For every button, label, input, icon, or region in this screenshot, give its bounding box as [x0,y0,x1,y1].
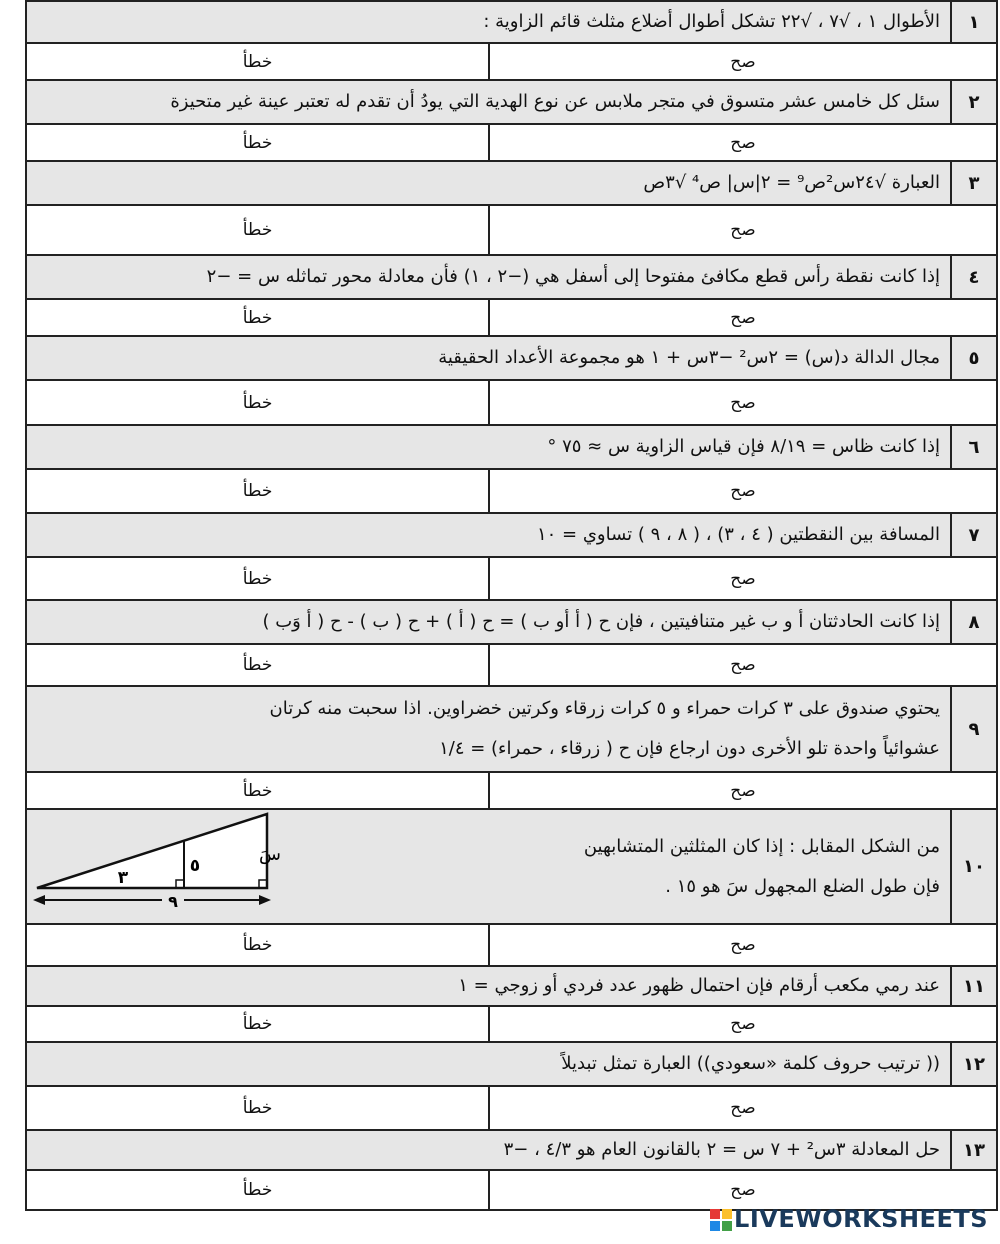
liveworksheets-logo-text: LIVEWORKSHEETS [734,1205,988,1233]
false-option[interactable]: خطأ [242,481,273,501]
false-option[interactable]: خطأ [242,780,273,801]
question-number: ١٢ [950,1043,996,1085]
answer-row-8 [25,645,998,687]
triangle-diagram [27,810,287,922]
question-number: ١ [950,2,996,42]
question-text: حل المعادلة ٣س² + ٧ س = ٢ بالقانون العام هو ٤/٣ ، −٣ [503,1139,940,1160]
question-number: ٥ [950,337,996,379]
question-number: ٦ [950,426,996,468]
question-text-line-2: فإن طول الضلع المجهول سَ هو ١٥ . [665,875,940,897]
worksheet-table [25,0,998,1211]
question-row-1 [25,0,998,44]
question-text [27,687,950,771]
question-text: العبارة √٢٤س²ص⁹ = ٢|س| ص⁴ √٣ص [643,172,940,193]
question-row-2 [25,81,998,125]
false-option[interactable]: خطأ [242,655,273,675]
answer-row-2 [25,125,998,162]
answer-row-4 [25,300,998,337]
answer-row-3 [25,206,998,256]
false-option[interactable]: خطأ [242,392,273,413]
question-row-6 [25,426,998,470]
question-text: المسافة بين النقطتين ( ٤ ، ٣) ، ( ٨ ، ٩ ) تساوي = ١٠ [536,524,940,545]
question-row-8 [25,601,998,645]
true-option[interactable]: صح [488,125,996,160]
false-option[interactable]: خطأ [242,1098,273,1118]
true-option[interactable]: صح [488,381,996,424]
question-number: ١١ [950,967,996,1005]
arrow-head-left [33,895,45,905]
label-9: ٩ [168,892,178,911]
true-option[interactable]: صح [488,1007,996,1041]
question-number: ٩ [950,687,996,771]
answer-row-10 [25,925,998,967]
question-number: ١٣ [950,1131,996,1169]
true-option[interactable]: صح [488,206,996,254]
question-row-12 [25,1043,998,1087]
question-text: سئل كل خامس عشر متسوق في متجر ملابس عن نوع الهدية التي يودُ أن تقدم له تعتبر عينة غير متحيزة [170,91,940,112]
question-text: مجال الدالة د(س) = ٢س² −٣س + ١ هو مجموعة الأعداد الحقيقية [438,347,940,368]
question-number: ٢ [950,81,996,123]
question-number: ٣ [950,162,996,204]
question-text [287,810,950,923]
question-row-4 [25,256,998,300]
question-row-11 [25,967,998,1007]
label-5: ٥ [189,856,201,876]
liveworksheets-logo [710,1205,988,1233]
true-option[interactable]: صح [488,558,996,599]
answer-row-7 [25,558,998,601]
question-text: عند رمي مكعب أرقام فإن احتمال ظهور عدد فردي أو زوجي = ١ [458,975,940,996]
question-row-5 [25,337,998,381]
question-text: إذا كانت الحادثتان أ و ب غير متنافيتين ، فإن ح ( أ أو ب ) = ح ( أ ) + ح ( ب ) - ح ( أ وَب ) [262,611,940,632]
question-number: ٤ [950,256,996,298]
false-option[interactable]: خطأ [242,132,273,153]
large-triangle [37,814,267,888]
answer-row-1 [25,44,998,81]
false-option[interactable]: خطأ [242,1180,273,1200]
question-row-10 [25,810,998,925]
true-option[interactable]: صح [488,1171,996,1209]
question-number: ٧ [950,514,996,556]
question-row-7 [25,514,998,558]
false-option[interactable]: خطأ [242,568,273,589]
false-option[interactable]: خطأ [242,51,273,72]
question-text: الأطوال ١ ، √٧ ، √٢٢ تشكل أطوال أضلاع مثلث قائم الزاوية : [483,11,940,32]
true-option[interactable]: صح [488,300,996,335]
similar-triangles-figure [27,810,287,923]
question-text-line-2: عشوائياً واحدة تلو الأخرى دون ارجاع فإن ح ( زرقاء ، حمراء) = ١/٤ [439,738,940,759]
false-option[interactable]: خطأ [242,935,273,955]
false-option[interactable]: خطأ [242,220,273,240]
question-text: إذا كانت نقطة رأس قطع مكافئ مفتوحا إلى أسفل هي (−٢ ، ١) فأن معادلة محور تماثله س = −٢ [206,266,940,287]
question-row-9 [25,687,998,773]
false-option[interactable]: خطأ [242,1014,273,1034]
question-text: إذا كانت ظاس = ٨/١٩ فإن قياس الزاوية س ≈ ٧٥ ° [547,436,940,457]
answer-row-5 [25,381,998,426]
liveworksheets-logo-icon [710,1209,732,1231]
answer-row-11 [25,1007,998,1043]
true-option[interactable]: صح [488,925,996,965]
label-3: ٣ [117,868,129,888]
true-option[interactable]: صح [488,44,996,79]
question-row-3 [25,162,998,206]
true-option[interactable]: صح [488,645,996,685]
false-option[interactable]: خطأ [242,307,273,328]
true-option[interactable]: صح [488,1087,996,1129]
question-row-13 [25,1131,998,1171]
question-text: (( ترتيب حروف كلمة «سعودي)) العبارة تمثل تبديلاً [561,1053,940,1074]
question-text-line-1: من الشكل المقابل : إذا كان المثلثين المتشابهين [583,835,940,857]
question-number: ٨ [950,601,996,643]
label-s: سَ [259,844,281,865]
answer-row-6 [25,470,998,514]
question-number: ١٠ [950,810,996,923]
question-text-line-1: يحتوي صندوق على ٣ كرات حمراء و ٥ كرات زرقاء وكرتين خضراوين. اذا سحبت منه كرتان [269,698,940,719]
arrow-head-right [259,895,271,905]
answer-row-9 [25,773,998,810]
answer-row-12 [25,1087,998,1131]
true-option[interactable]: صح [488,773,996,808]
true-option[interactable]: صح [488,470,996,512]
